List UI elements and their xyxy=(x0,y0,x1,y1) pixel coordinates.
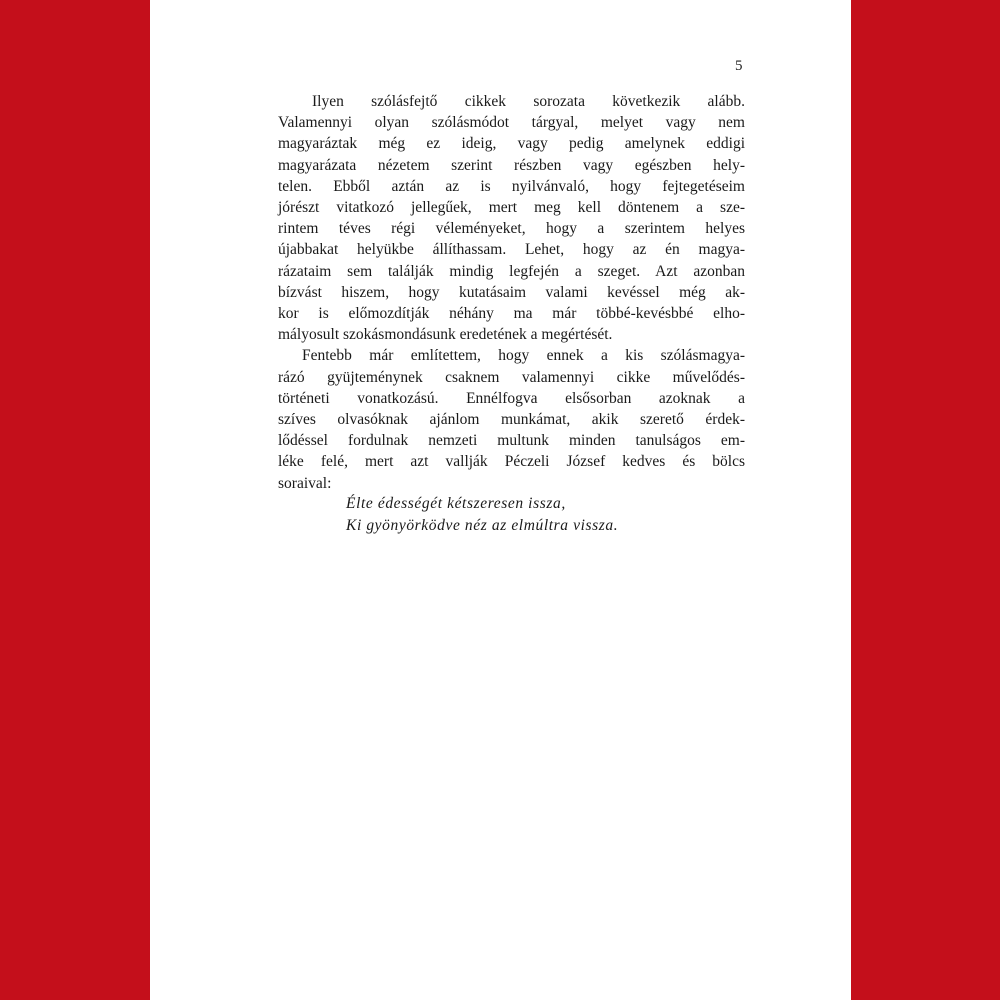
book-page xyxy=(150,0,851,1000)
text-line: történeti vonatkozású. Ennélfogva elsősorban azoknak a xyxy=(278,389,745,407)
text-line: rintem téves régi véleményeket, hogy a szerintem helyes xyxy=(278,220,745,238)
text-line: rázó gyüjteménynek csaknem valamennyi cikke művelődés- xyxy=(278,368,745,386)
text-line: soraival: xyxy=(278,474,332,492)
text-line: rázataim sem találják mindig legfején a szeget. Azt azonban xyxy=(278,262,745,280)
text-line: Fentebb már említettem, hogy ennek a kis szólásmagya- xyxy=(302,347,745,365)
text-line: magyaráztak még ez ideig, vagy pedig amelynek eddigi xyxy=(278,135,745,153)
text-line: kor is előmozdítják néhány ma már többé-kevésbbé elho- xyxy=(278,305,745,323)
page-text xyxy=(278,91,745,494)
text-line: jórészt vitatkozó jellegűek, mert meg kell döntenem a sze- xyxy=(278,199,745,217)
verse-line: Ki gyönyörködve néz az elmúltra vissza. xyxy=(346,517,619,534)
text-line: lődéssel fordulnak nemzeti multunk minden tanulságos em- xyxy=(278,432,745,450)
text-line: telen. Ebből aztán az is nyilvánvaló, hogy fejtegetéseim xyxy=(278,177,745,195)
verse-quote xyxy=(346,493,618,537)
text-line: újabbakat helyükbe állíthassam. Lehet, hogy az én magya- xyxy=(278,241,745,259)
text-line: bízvást hiszem, hogy kutatásaim valami kevéssel még ak- xyxy=(278,283,745,301)
page-number: 5 xyxy=(735,58,743,74)
verse-line: Élte édességét kétszeresen issza, xyxy=(346,495,566,512)
text-line: magyarázata nézetem szerint részben vagy egészben hely- xyxy=(278,156,745,174)
text-line: Valamennyi olyan szólásmódot tárgyal, melyet vagy nem xyxy=(278,114,745,132)
text-line: Ilyen szólásfejtő cikkek sorozata következik alább. xyxy=(312,93,745,110)
text-line: léke felé, mert azt vallják Péczeli József kedves és bölcs xyxy=(278,453,745,471)
text-line: szíves olvasóknak ajánlom munkámat, akik szerető érdek- xyxy=(278,411,745,429)
text-line: mályosult szokásmondásunk eredetének a megértését. xyxy=(278,326,613,344)
